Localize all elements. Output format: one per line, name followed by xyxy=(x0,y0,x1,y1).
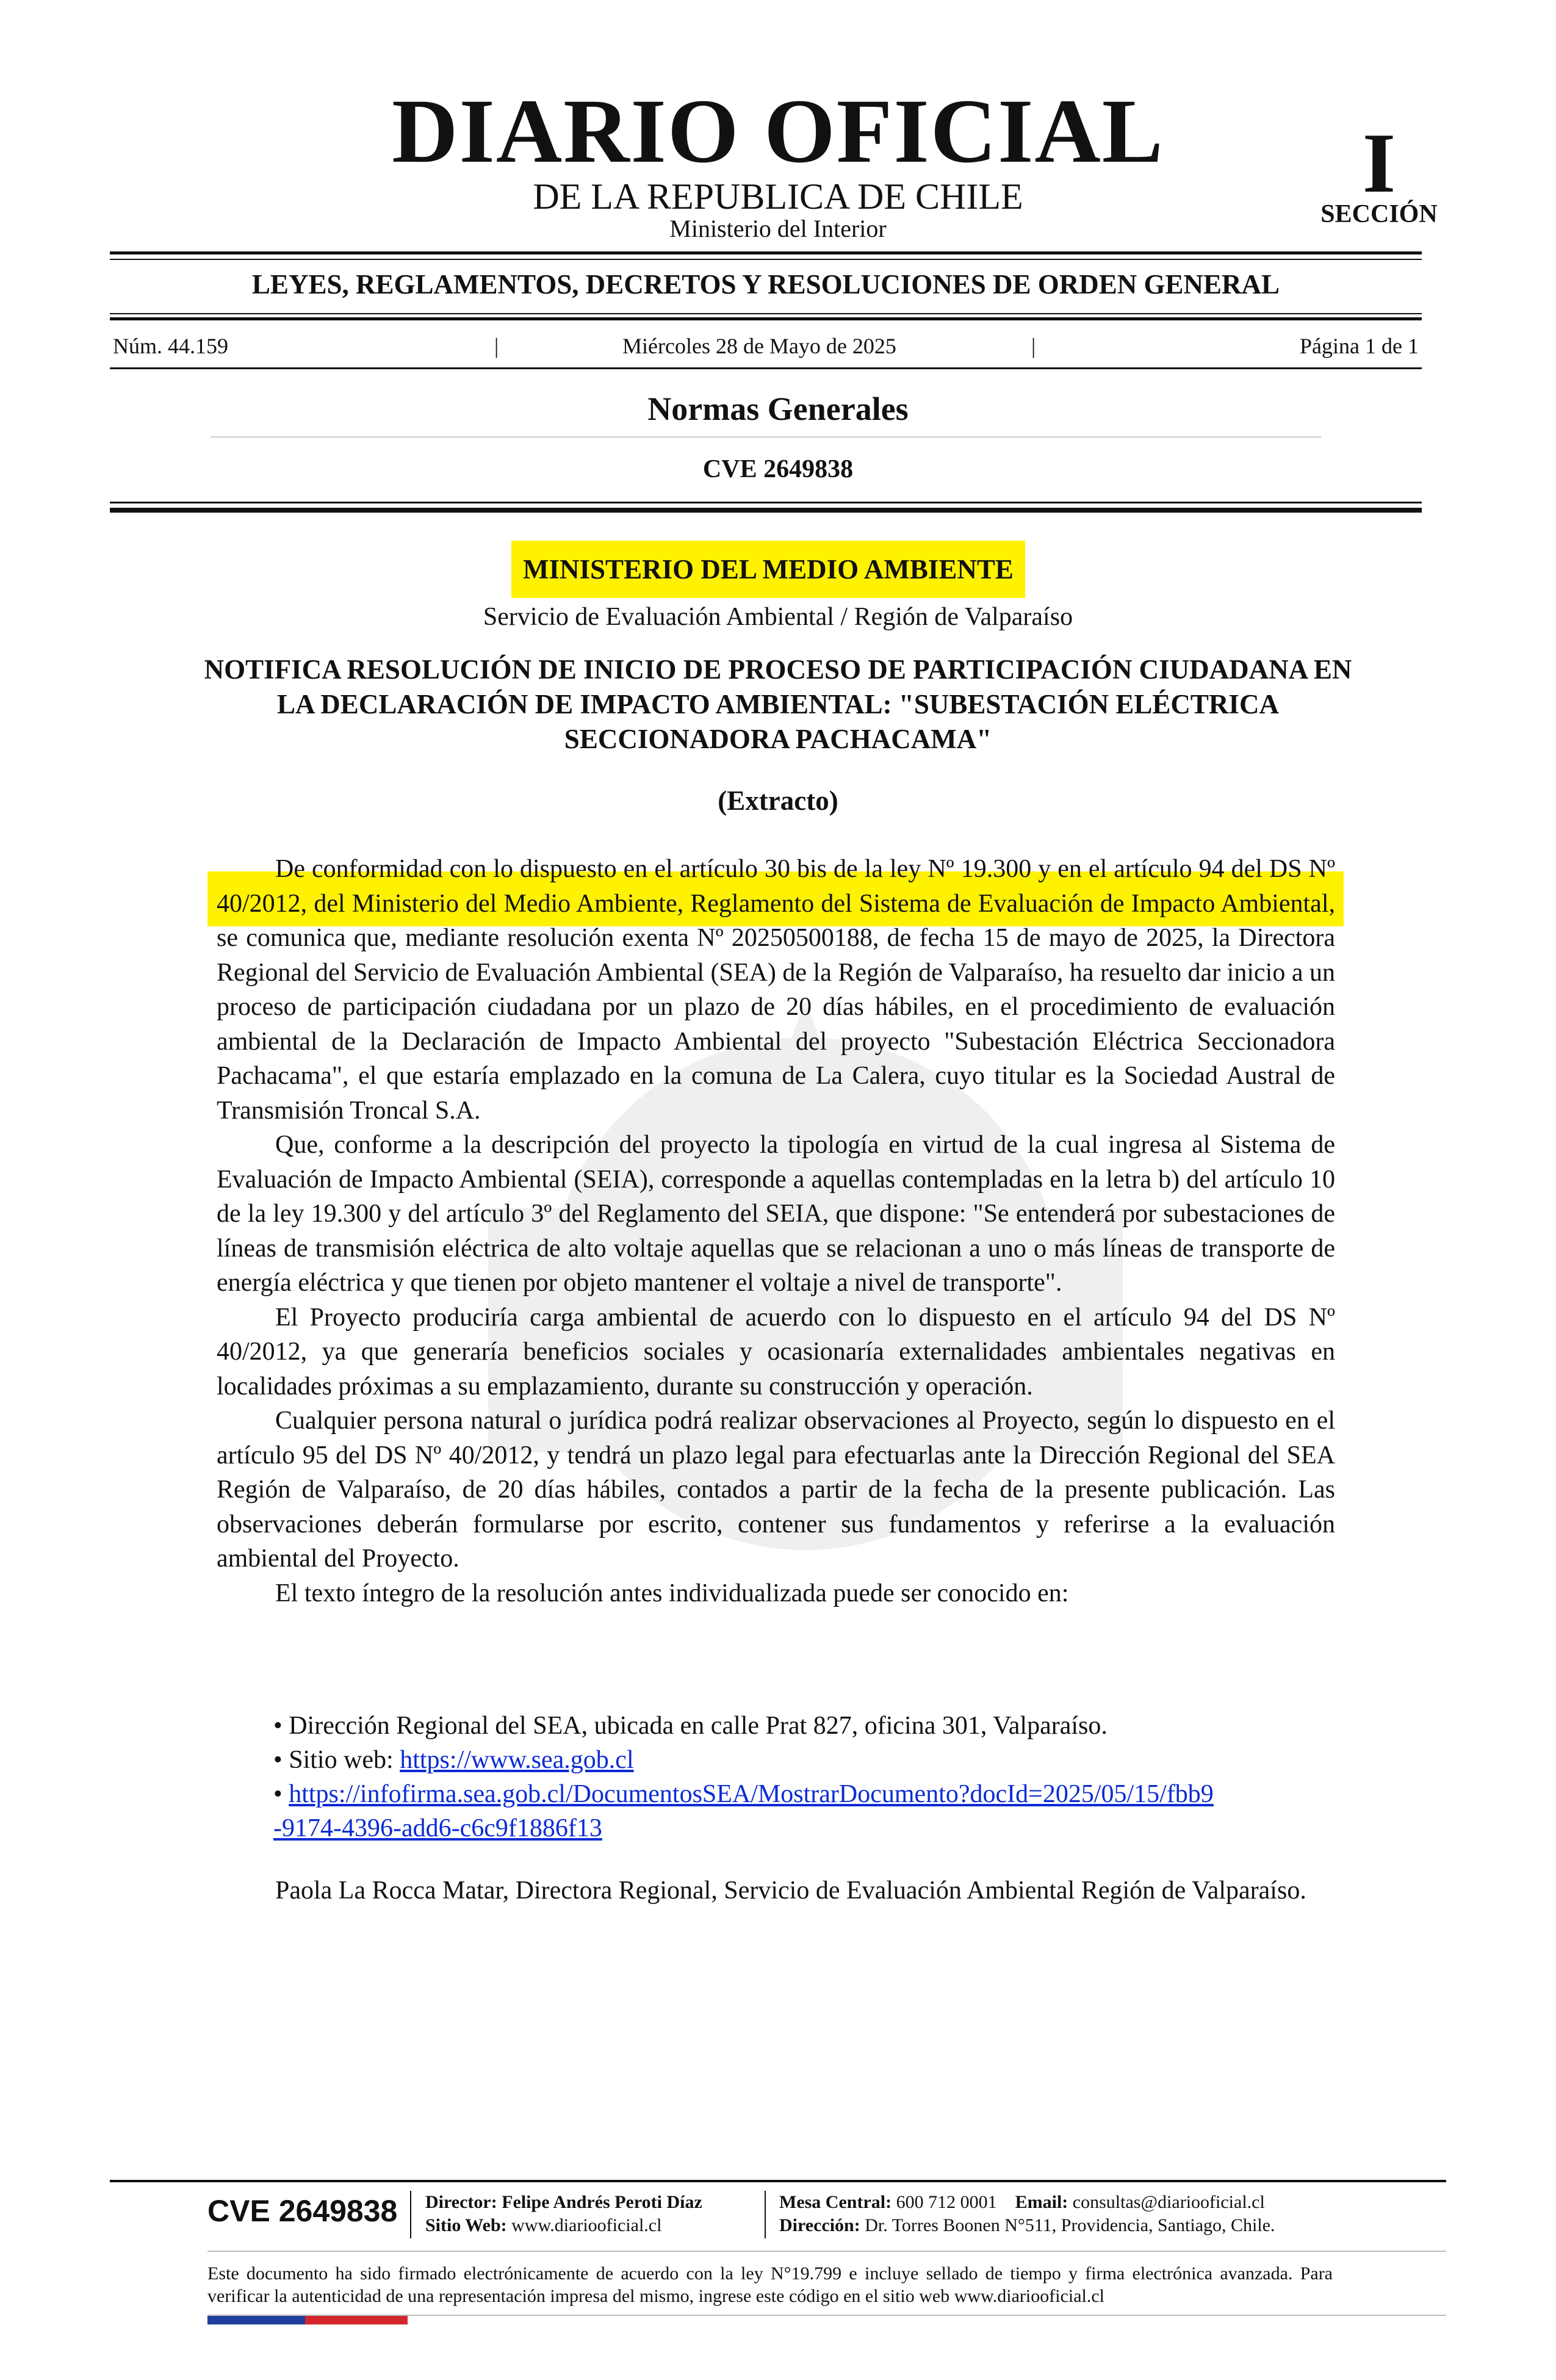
ministry-heading: MINISTERIO DEL MEDIO AMBIENTE xyxy=(511,541,1025,598)
issue-page: Página 1 de 1 xyxy=(1300,334,1419,358)
mesa-label: Mesa Central: xyxy=(779,2192,892,2212)
issue-date: Miércoles 28 de Mayo de 2025 xyxy=(622,334,896,358)
flag-stripe-blue xyxy=(207,2316,305,2324)
section-label: SECCIÓN xyxy=(1320,200,1438,228)
web-prefix: • Sitio web: xyxy=(273,1746,400,1774)
footer-director-block xyxy=(425,2191,702,2237)
header-rule-top xyxy=(110,251,1422,254)
sea-web-link[interactable]: https://www.sea.gob.cl xyxy=(400,1746,634,1774)
header-rule-top-thin xyxy=(110,259,1422,260)
service-line: Servicio de Evaluación Ambiental / Región de Valparaíso xyxy=(483,603,1073,631)
mesa-phone: 600 712 0001 xyxy=(896,2192,997,2212)
email-label: Email: xyxy=(1015,2192,1068,2212)
masthead-title: DIARIO OFICIAL xyxy=(392,81,1164,182)
footer-separator-1 xyxy=(410,2191,411,2238)
header-rule-bottom xyxy=(110,313,1422,314)
access-list xyxy=(273,1709,1372,1845)
footer-rule-2 xyxy=(207,2251,1446,2252)
signature-text: Paola La Rocca Matar, Directora Regional, Servicio de Evaluación Ambiental Región de Valparaíso. xyxy=(275,1877,1306,1905)
band-title: LEYES, REGLAMENTOS, DECRETOS Y RESOLUCIONES DE ORDEN GENERAL xyxy=(251,269,1280,300)
header-rule-bottom-thick xyxy=(110,317,1422,320)
footer-web[interactable]: www.diariooficial.cl xyxy=(511,2215,662,2235)
footer-rule xyxy=(110,2180,1446,2182)
issue-number: Núm. 44.159 xyxy=(113,334,228,358)
list-item-doc xyxy=(273,1777,1372,1811)
footer-address: Dr. Torres Boonen N°511, Providencia, Santiago, Chile. xyxy=(865,2215,1275,2235)
paragraph-3: El Proyecto produciría carga ambiental de acuerdo con lo dispuesto en el artículo 94 del DS Nº 40/2012, ya que generaría beneficios sociales y ocasionaría externalidades ambientales negativas en localidades próximas a su emplazamiento, durante su construcción y operación. xyxy=(217,1303,1335,1401)
notice-body xyxy=(217,852,1335,1610)
web-label: Sitio Web: xyxy=(425,2215,507,2235)
cve-rule-thin xyxy=(110,502,1422,503)
doc-prefix: • xyxy=(273,1780,289,1808)
list-item-web xyxy=(273,1743,1372,1777)
paragraph-1: De conformidad con lo dispuesto en el artículo 30 bis de la ley Nº 19.300 y en el artículo 94 del DS Nº 40/2012, del Ministerio del Medio Ambiente, Reglamento del Sistema de Evaluación de Impacto Ambiental, se comunica que, mediante resolución exenta Nº 20250500188, de fecha 15 de mayo de 2025, la Directora Regional del Servicio de Evaluación Ambiental (SEA) de la Región de Valparaíso, ha resuelto dar inicio a un proceso de participación ciudadana por un plazo de 20 días hábiles, en el procedimiento de evaluación ambiental de la Declaración de Impacto Ambiental del proyecto "Subestación Eléctrica Seccionadora Pachacama", el que estaría emplazado en la comuna de La Calera, cuyo titular es la Sociedad Austral de Transmisión Troncal S.A. xyxy=(217,855,1335,1125)
issue-separator-1: | xyxy=(494,334,499,358)
section-title: Normas Generales xyxy=(647,391,909,427)
masthead-ministry: Ministerio del Interior xyxy=(669,215,887,242)
masthead-subtitle: DE LA REPUBLICA DE CHILE xyxy=(533,176,1023,217)
notice-title: NOTIFICA RESOLUCIÓN DE INICIO DE PROCESO DE PARTICIPACIÓN CIUDADANA EN LA DECLARACIÓN DE IMPACTO AMBIENTAL: "SUBESTACIÓN ELÉCTRICA SECCIONADORA PACHACAMA" xyxy=(204,654,1352,754)
cve-code: CVE 2649838 xyxy=(702,455,854,483)
paragraph-4: Cualquier persona natural o jurídica podrá realizar observaciones al Proyecto, según lo dispuesto en el artículo 95 del DS Nº 40/2012, y tendrá un plazo legal para efectuarlas ante la Dirección Regional del SEA Región de Valparaíso, de 20 días hábiles, contados a partir de la fecha de la presente publicación. Las observaciones deberán formularse por escrito, contener sus fundamentos y referirse a la evaluación ambiental del Proyecto. xyxy=(217,1407,1335,1573)
list-item-address: • Dirección Regional del SEA, ubicada en calle Prat 827, oficina 301, Valparaíso. xyxy=(273,1712,1108,1740)
paragraph-5: El texto íntegro de la resolución antes individualizada puede ser conocido en: xyxy=(275,1579,1069,1607)
footer-separator-2 xyxy=(765,2191,766,2238)
issue-rule xyxy=(110,367,1422,369)
list-item-doc-cont xyxy=(273,1811,1372,1845)
footer-cve: CVE 2649838 xyxy=(207,2194,398,2228)
paragraph-2: Que, conforme a la descripción del proyecto la tipología en virtud de la cual ingresa al Sistema de Evaluación de Impacto Ambiental (SEIA), corresponde a aquellas contempladas en la letra b) del artículo 10 de la ley 19.300 y del artículo 3º del Reglamento del SEIA, que dispone: "Se entenderá por subestaciones de líneas de transmisión eléctrica de alto voltaje aquellas que se relacionan a uno o más líneas de transporte de energía eléctrica y que tienen por objeto mantener el voltaje a nivel de transporte". xyxy=(217,1131,1335,1297)
director-label: Director: xyxy=(425,2192,497,2212)
cve-rule-thick xyxy=(110,508,1422,513)
document-link[interactable]: https://infofirma.sea.gob.cl/DocumentosSEA/MostrarDocumento?docId=2025/05/15/fbb9 xyxy=(289,1780,1214,1808)
extracto-label: (Extracto) xyxy=(718,785,838,816)
document-link-cont[interactable]: -9174-4396-add6-c6c9f1886f13 xyxy=(273,1814,602,1842)
footer-note: Este documento ha sido firmado electrónicamente de acuerdo con la ley N°19.799 e incluye sellado de tiempo y firma electrónica avanzada. Para verificar la autenticidad de una representación impresa del mismo, ingrese este código en el sitio web www.diariooficial.cl xyxy=(207,2263,1333,2306)
direccion-label: Dirección: xyxy=(779,2215,860,2235)
footer-contact-block xyxy=(779,2191,1275,2237)
issue-separator-2: | xyxy=(1031,334,1036,358)
flag-stripe-red xyxy=(305,2316,408,2324)
section-number: I xyxy=(1362,116,1396,211)
director-name: Felipe Andrés Peroti Díaz xyxy=(502,2192,702,2212)
signature-block xyxy=(217,1873,1335,1908)
footer-email[interactable]: consultas@diariooficial.cl xyxy=(1072,2192,1265,2212)
normas-rule xyxy=(211,436,1321,438)
